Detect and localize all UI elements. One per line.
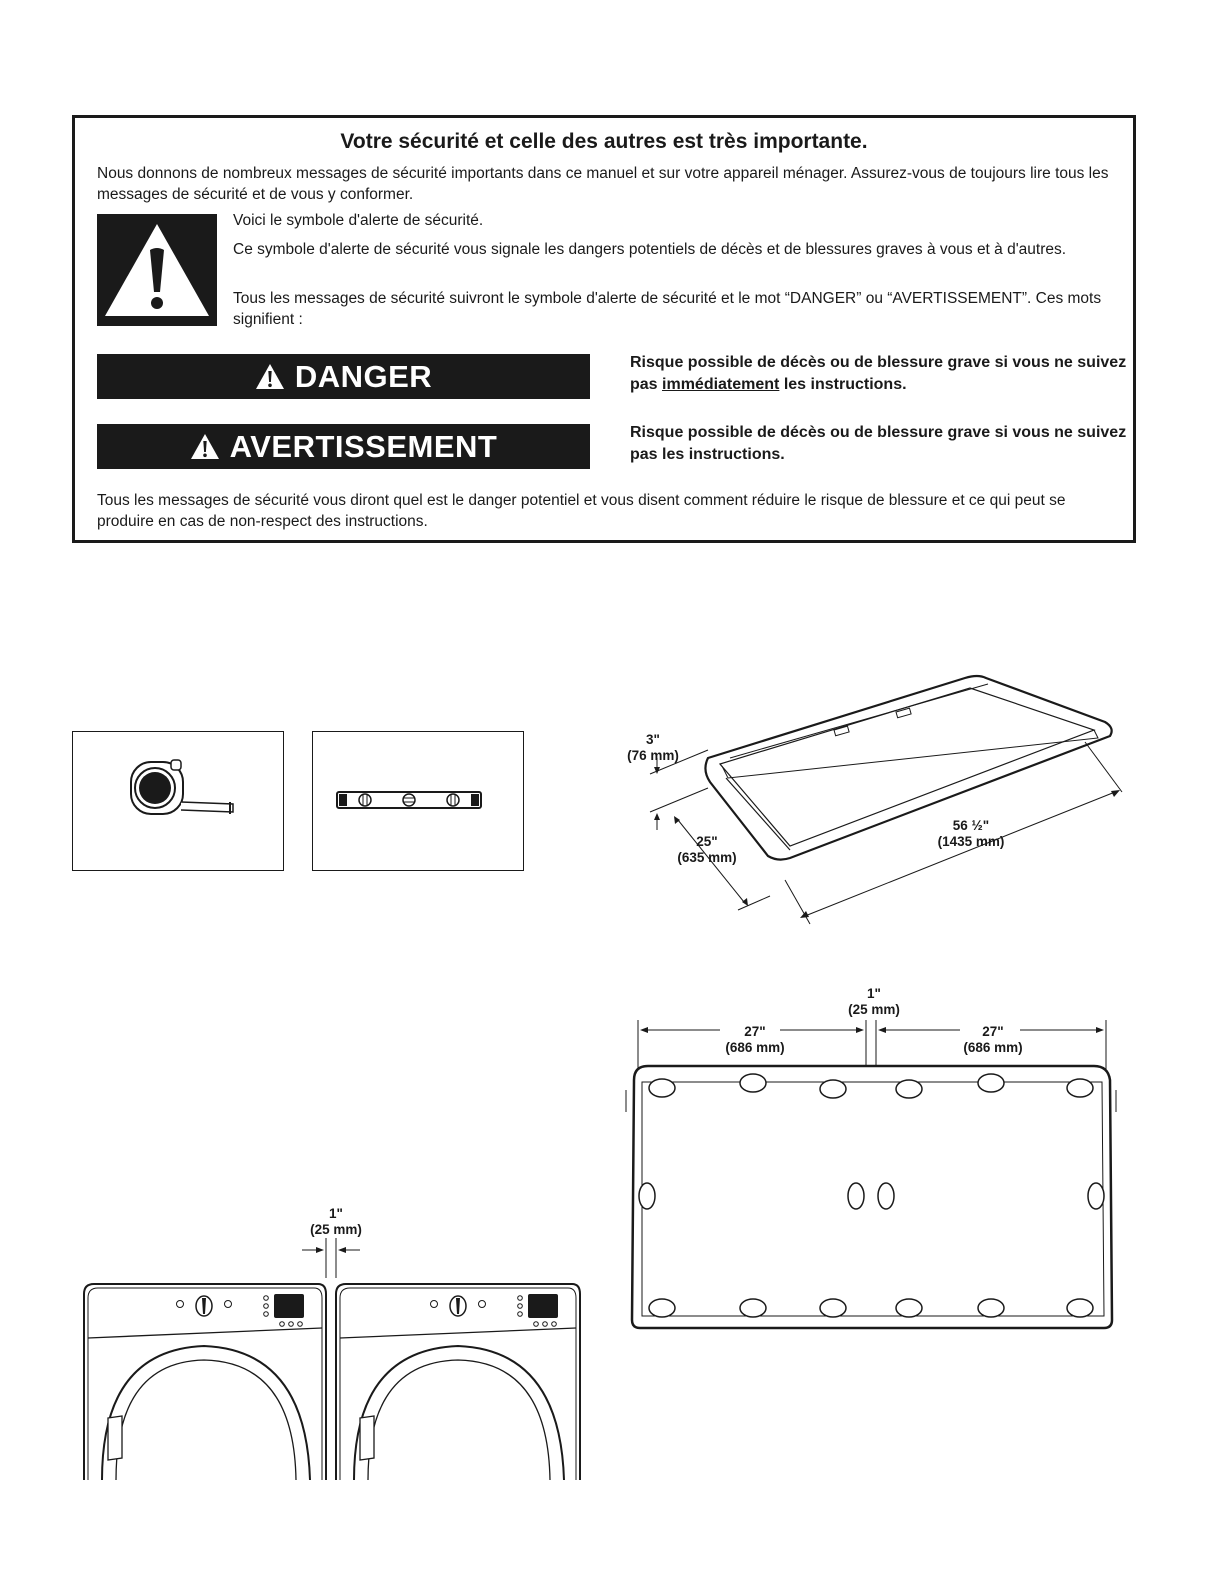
symbol-paragraph-3: Tous les messages de sécurité suivront le symbole d'alerte de sécurité et le mot “DANGER” ou “AVERTISSEMENT”. Ces mots signifient : [233,290,1102,328]
pedestal-plan-diagram [620,1020,1120,1335]
safety-title: Votre sécurité et celle des autres est très importante. [340,130,868,153]
appliance-gap-in: 1" [329,1206,343,1221]
danger-desc-emphasis: immédiatement [662,376,780,393]
plan-gap-in: 1" [867,986,881,1001]
tool-box-tape-measure [72,731,284,871]
danger-description [630,352,1130,396]
pedestal-height-label [618,732,688,764]
plan-right-in: 27" [982,1024,1004,1039]
spirit-level-icon [313,732,522,869]
danger-desc-before: Risque possible de décès ou de blessure grave si vous ne suivez pas [630,354,1127,393]
danger-desc-after: les instructions. [779,376,907,393]
pedestal-depth-label [668,834,746,866]
pedestal-width-in: 56 ½" [952,818,990,833]
appliances-front-diagram [78,1238,588,1480]
plan-right-width-label [954,1024,1032,1056]
plan-gap-label [836,986,912,1018]
pedestal-height-in: 3" [646,732,660,747]
safety-alert-triangle-icon [97,214,217,326]
appliance-gap-mm: (25 mm) [310,1222,362,1237]
plan-left-in: 27" [744,1024,766,1039]
warning-label: AVERTISSEMENT [229,428,498,464]
symbol-paragraph-2: Ce symbole d'alerte de sécurité vous signale les dangers potentiels de décès et de blessures graves à vous et à d'autres. [233,241,1067,258]
pedestal-depth-mm: (635 mm) [677,850,737,865]
pedestal-isometric-diagram [610,670,1130,930]
safety-intro: Nous donnons de nombreux messages de sécurité importants dans ce manuel et sur votre appareil ménager. Assurez-vous de toujours lire tous les messages de sécurité et de vous y conformer. [97,165,1109,203]
pedestal-depth-in: 25" [696,834,718,849]
warning-description: Risque possible de décès ou de blessure grave si vous ne suivez pas les instructions. [630,424,1127,463]
plan-left-width-label [716,1024,794,1056]
plan-gap-mm: (25 mm) [848,1002,900,1017]
plan-left-mm: (686 mm) [725,1040,785,1055]
warning-triangle-icon [255,363,285,390]
danger-banner [97,354,590,399]
appliance-gap-label [298,1206,374,1238]
safety-box [72,115,1136,543]
symbol-paragraph-1: Voici le symbole d'alerte de sécurité. [233,212,484,229]
plan-right-mm: (686 mm) [963,1040,1023,1055]
warning-triangle-icon [190,433,220,460]
danger-label: DANGER [294,358,433,394]
safety-footer: Tous les messages de sécurité vous diront quel est le danger potentiel et vous disent comment réduire le risque de blessure et ce qui peut se produire en cas de non-respect des instructions. [97,492,1066,530]
warning-banner [97,424,590,469]
pedestal-height-mm: (76 mm) [627,748,679,763]
tool-box-level [312,731,524,871]
pedestal-width-label [926,818,1016,850]
tape-measure-icon [73,732,282,869]
pedestal-width-mm: (1435 mm) [937,834,1005,849]
